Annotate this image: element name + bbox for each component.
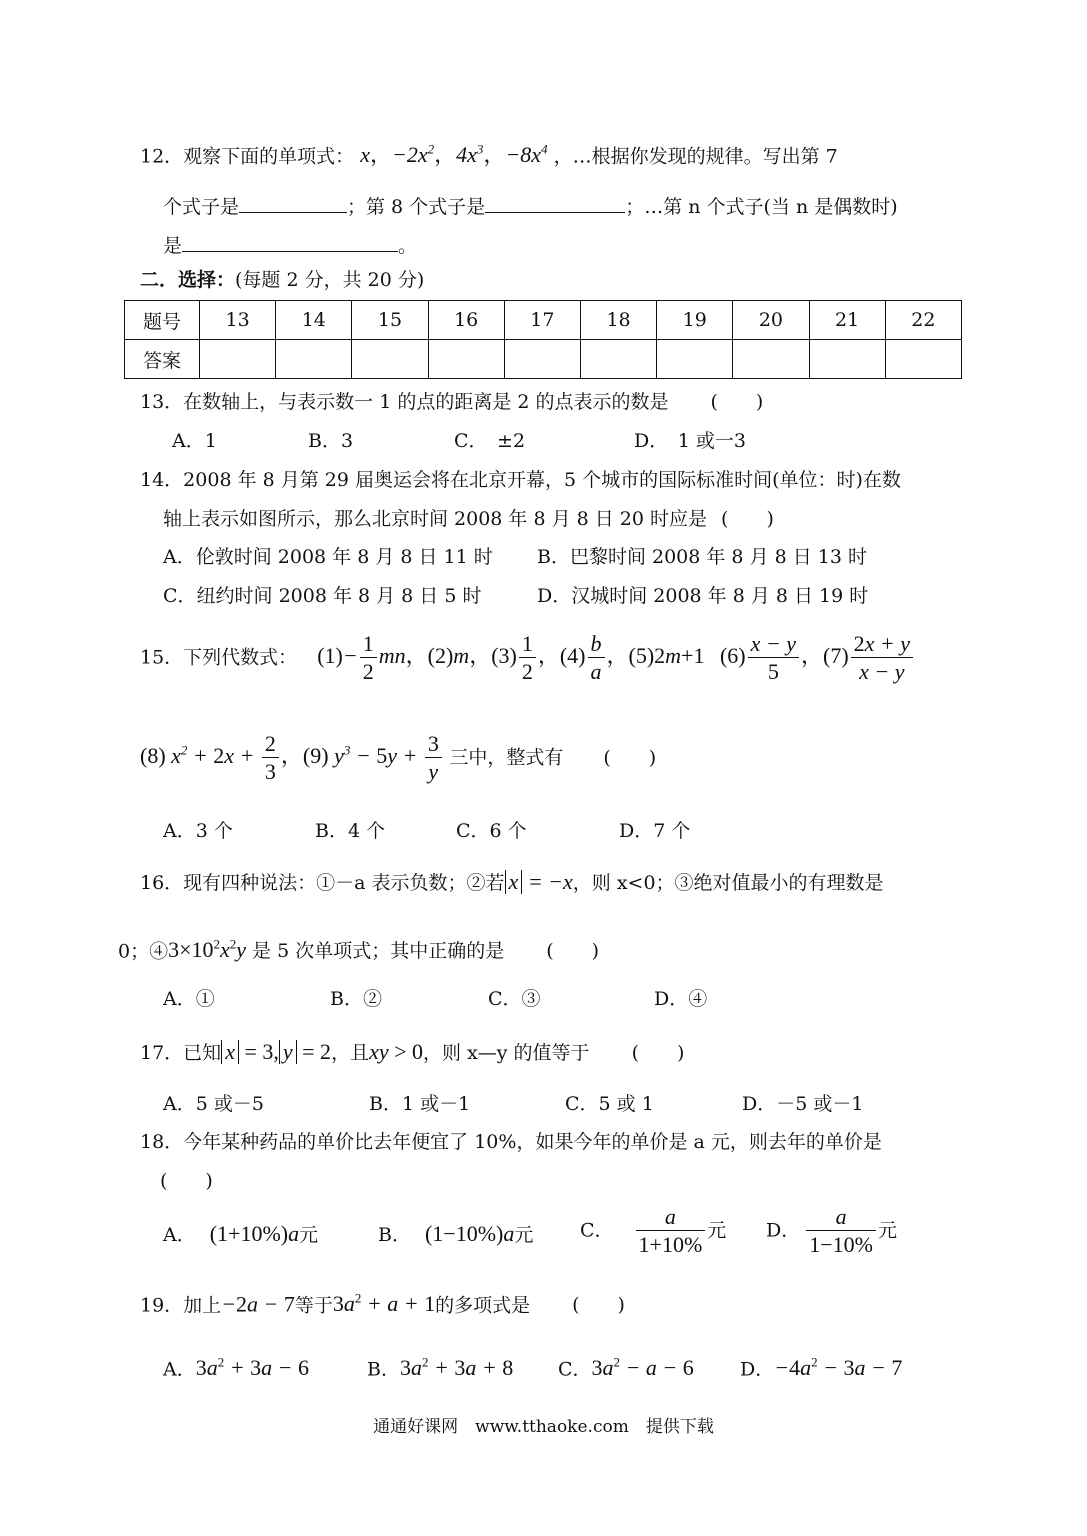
q15-line2 (140, 733, 656, 783)
q18-option-d-fraction: $\frac{a}{1-10\%}$ (806, 1206, 876, 1256)
q19-text-a: 19．加上 (140, 1294, 222, 1317)
table-cell: 14 (276, 301, 352, 340)
q14-option-a[interactable]: A．伦敦时间 2008 年 8 月 8 日 11 时 (163, 546, 493, 568)
q19-option-b-formula: $3a^2 + 3a + 8$ (399, 1355, 514, 1381)
table-row (125, 301, 962, 340)
q14-line1: 14．2008 年 8 月第 29 届奥运会将在北京开幕，5 个城市的国际标准时间(单位：时)在数 (140, 469, 901, 491)
q19-line (140, 1292, 625, 1315)
q12-suffix: ，…根据你发现的规律。写出第 7 (553, 145, 838, 168)
table-cell: 18 (580, 301, 656, 340)
page-footer: 通通好课网 www.tthaoke.com 提供下载 (373, 1417, 714, 1437)
answer-cell[interactable] (352, 340, 428, 379)
q16-option-a[interactable]: A．① (163, 988, 215, 1010)
q14-line2 (163, 510, 774, 529)
q15-option-c[interactable]: C．6 个 (456, 820, 527, 842)
q18-option-d[interactable] (766, 1206, 897, 1256)
q17-text-b: ，且 (331, 1042, 370, 1064)
q19-option-b[interactable] (367, 1356, 513, 1379)
q14-text: 轴上表示如图所示，那么北京时间 2008 年 8 月 8 日 20 时应是 (163, 508, 708, 530)
table-label: 题号 (125, 301, 200, 340)
q16-option-c[interactable]: C．③ (488, 988, 541, 1010)
answer-cell[interactable] (885, 340, 961, 379)
q19-option-c-label: C． (558, 1358, 592, 1381)
q17-option-a[interactable]: A．5 或－5 (163, 1093, 264, 1115)
answer-blank-8[interactable] (485, 194, 625, 213)
q19-text-c: 的多项式是 (435, 1294, 531, 1317)
q14-option-d[interactable]: D．汉城时间 2008 年 8 月 8 日 19 时 (537, 585, 869, 607)
q12-text-a: 个式子是 (163, 196, 240, 218)
q12-line2 (163, 194, 898, 217)
q12-prefix: 12．观察下面的单项式： (140, 145, 355, 168)
q12-text-c: ；…第 n 个式子(当 n 是偶数时) (625, 196, 898, 218)
q12-text-d: 是 (163, 235, 183, 257)
q16-line2 (118, 938, 599, 961)
q16-formula-2: $3\times 10^2x^2y$ (168, 937, 247, 963)
q16-line1 (140, 870, 884, 894)
q15-option-b[interactable]: B．4 个 (315, 820, 386, 842)
q13-option-b[interactable]: B．3 (308, 430, 354, 452)
q15-option-d[interactable]: D．7 个 (619, 820, 691, 842)
section-title: 二．选择： (140, 269, 236, 291)
q18-option-c-label: C． (580, 1219, 614, 1242)
q18-option-a[interactable] (163, 1223, 318, 1245)
q13-paren: ( ) (710, 391, 764, 413)
q14-option-b[interactable]: B．巴黎时间 2008 年 8 月 8 日 13 时 (537, 546, 867, 568)
q15-option-a[interactable]: A．3 个 (163, 820, 233, 842)
q15-expressions-1: (1)− $\frac{1}{2}$ mn，(2)m，(3) $\frac{1}{2}$ ，(4) $\frac{b}{a}$ ，(5)2m+1 (6) $\frac{x - y}{5}$ ，(7) $\frac{2x + y}{x - y}$ (317, 643, 915, 668)
answer-table (124, 300, 962, 379)
q19-option-a[interactable] (163, 1356, 309, 1379)
q18-option-b-unit: 元 (514, 1224, 534, 1246)
table-cell: 19 (657, 301, 733, 340)
q12-line1 (140, 143, 838, 166)
q17-formula-2: xy > 0 (369, 1039, 424, 1064)
q13-stem (140, 393, 763, 412)
answer-blank-n[interactable] (182, 233, 398, 252)
q16-formula-1: x = −x (505, 869, 573, 894)
q15-line1 (140, 633, 915, 683)
q18-option-d-unit: 元 (877, 1219, 897, 1242)
table-cell: 21 (809, 301, 885, 340)
table-cell: 20 (733, 301, 809, 340)
answer-cell[interactable] (580, 340, 656, 379)
table-cell: 22 (885, 301, 961, 340)
q18-option-a-label: A． (163, 1224, 196, 1246)
q12-text-e: 。 (398, 235, 418, 257)
q18-option-b[interactable] (378, 1223, 533, 1245)
q19-option-c-formula: $3a^2 - a - 6$ (591, 1355, 694, 1381)
q16-text-c: 0；④ (118, 940, 169, 963)
q18-option-b-formula: (1−10%)a (424, 1221, 515, 1246)
q17-text-c: ，则 x—y 的值等于 (423, 1042, 590, 1064)
q17-formula-1: x = 3, y = 2 (221, 1039, 331, 1064)
q13-text: 13．在数轴上，与表示数一 1 的点的距离是 2 的点表示的数是 (140, 391, 669, 413)
q12-line3 (163, 233, 417, 256)
q18-paren: ( ) (160, 1170, 213, 1192)
q19-formula-2: $3a^2 + a + 1$ (332, 1291, 436, 1317)
q18-option-d-label: D． (766, 1219, 801, 1242)
q16-text-b: ，则 x<0；③绝对值最小的有理数是 (572, 872, 884, 894)
q19-paren: ( ) (572, 1294, 625, 1317)
q18-option-a-unit: 元 (299, 1224, 319, 1246)
q16-option-d[interactable]: D．④ (654, 988, 708, 1010)
table-cell: 17 (504, 301, 580, 340)
q18-option-c-unit: 元 (707, 1219, 727, 1242)
section-note: (每题 2 分，共 20 分) (235, 269, 425, 291)
q19-option-a-formula: $3a^2 + 3a - 6$ (195, 1355, 309, 1381)
q19-option-b-label: B． (367, 1358, 400, 1381)
q15-expressions-2: (8) $x^2 + 2x$ + $\frac{2}{3}$ ，(9) $y^3 - 5y$ + $\frac{3}{y}$ (140, 743, 449, 768)
answer-cell[interactable] (428, 340, 504, 379)
table-label: 答案 (125, 340, 200, 379)
q17-option-b[interactable]: B．1 或－1 (369, 1093, 471, 1115)
answer-cell[interactable] (657, 340, 733, 379)
q19-option-d[interactable] (740, 1356, 902, 1379)
q19-text-b: 等于 (294, 1294, 333, 1317)
answer-cell[interactable] (733, 340, 809, 379)
table-cell: 16 (428, 301, 504, 340)
q17-option-d[interactable]: D．－5 或－1 (742, 1093, 864, 1115)
q19-option-d-formula: $-4a^2 - 3a - 7$ (774, 1355, 903, 1381)
q15-prefix: 15．下列代数式： (140, 646, 298, 669)
q14-paren: ( ) (721, 508, 774, 530)
table-cell: 13 (200, 301, 276, 340)
q13-option-d[interactable]: D． 1 或一3 (634, 430, 746, 452)
q17-option-c[interactable]: C．5 或 1 (565, 1093, 654, 1115)
answer-cell[interactable] (200, 340, 276, 379)
q13-option-c[interactable]: C． ±2 (454, 430, 526, 452)
q19-option-c[interactable] (558, 1356, 694, 1379)
answer-cell[interactable] (809, 340, 885, 379)
q18-option-c[interactable] (580, 1206, 726, 1256)
answer-cell[interactable] (276, 340, 352, 379)
q16-text-d: 是 5 次单项式；其中正确的是 (252, 940, 505, 963)
q12-text-b: ；第 8 个式子是 (347, 196, 486, 218)
q18-option-a-formula: (1+10%)a (209, 1221, 300, 1246)
q12-monomials: x，$-2x^2$，$4x^3$，$-8x^4$ (360, 142, 548, 168)
q14-option-c[interactable]: C．纽约时间 2008 年 8 月 8 日 5 时 (163, 585, 482, 607)
q15-paren: ( ) (603, 746, 657, 769)
section-heading (140, 271, 424, 290)
q16-text-a: 16．现有四种说法：①－a 表示负数；②若 (140, 872, 505, 894)
q19-formula-1: −2a − 7 (221, 1291, 295, 1317)
answer-blank-7[interactable] (239, 194, 347, 213)
q19-option-d-label: D． (740, 1358, 775, 1381)
q13-option-a[interactable]: A．1 (172, 430, 217, 452)
q16-paren: ( ) (546, 940, 600, 963)
q18-option-c-fraction: $\frac{a}{1+10\%}$ (636, 1206, 706, 1256)
q17-line (140, 1040, 684, 1064)
q19-option-a-label: A． (163, 1358, 196, 1381)
q18-option-b-label: B． (378, 1224, 411, 1246)
q17-paren: ( ) (631, 1042, 685, 1064)
q18-line1: 18．今年某种药品的单价比去年便宜了 10%，如果今年的单价是 a 元，则去年的单价是 (140, 1131, 882, 1153)
table-cell: 15 (352, 301, 428, 340)
q16-option-b[interactable]: B．② (330, 988, 382, 1010)
table-row (125, 340, 962, 379)
q15-suffix: 三中，整式有 (449, 746, 564, 769)
answer-cell[interactable] (504, 340, 580, 379)
q17-text-a: 17．已知 (140, 1042, 222, 1064)
